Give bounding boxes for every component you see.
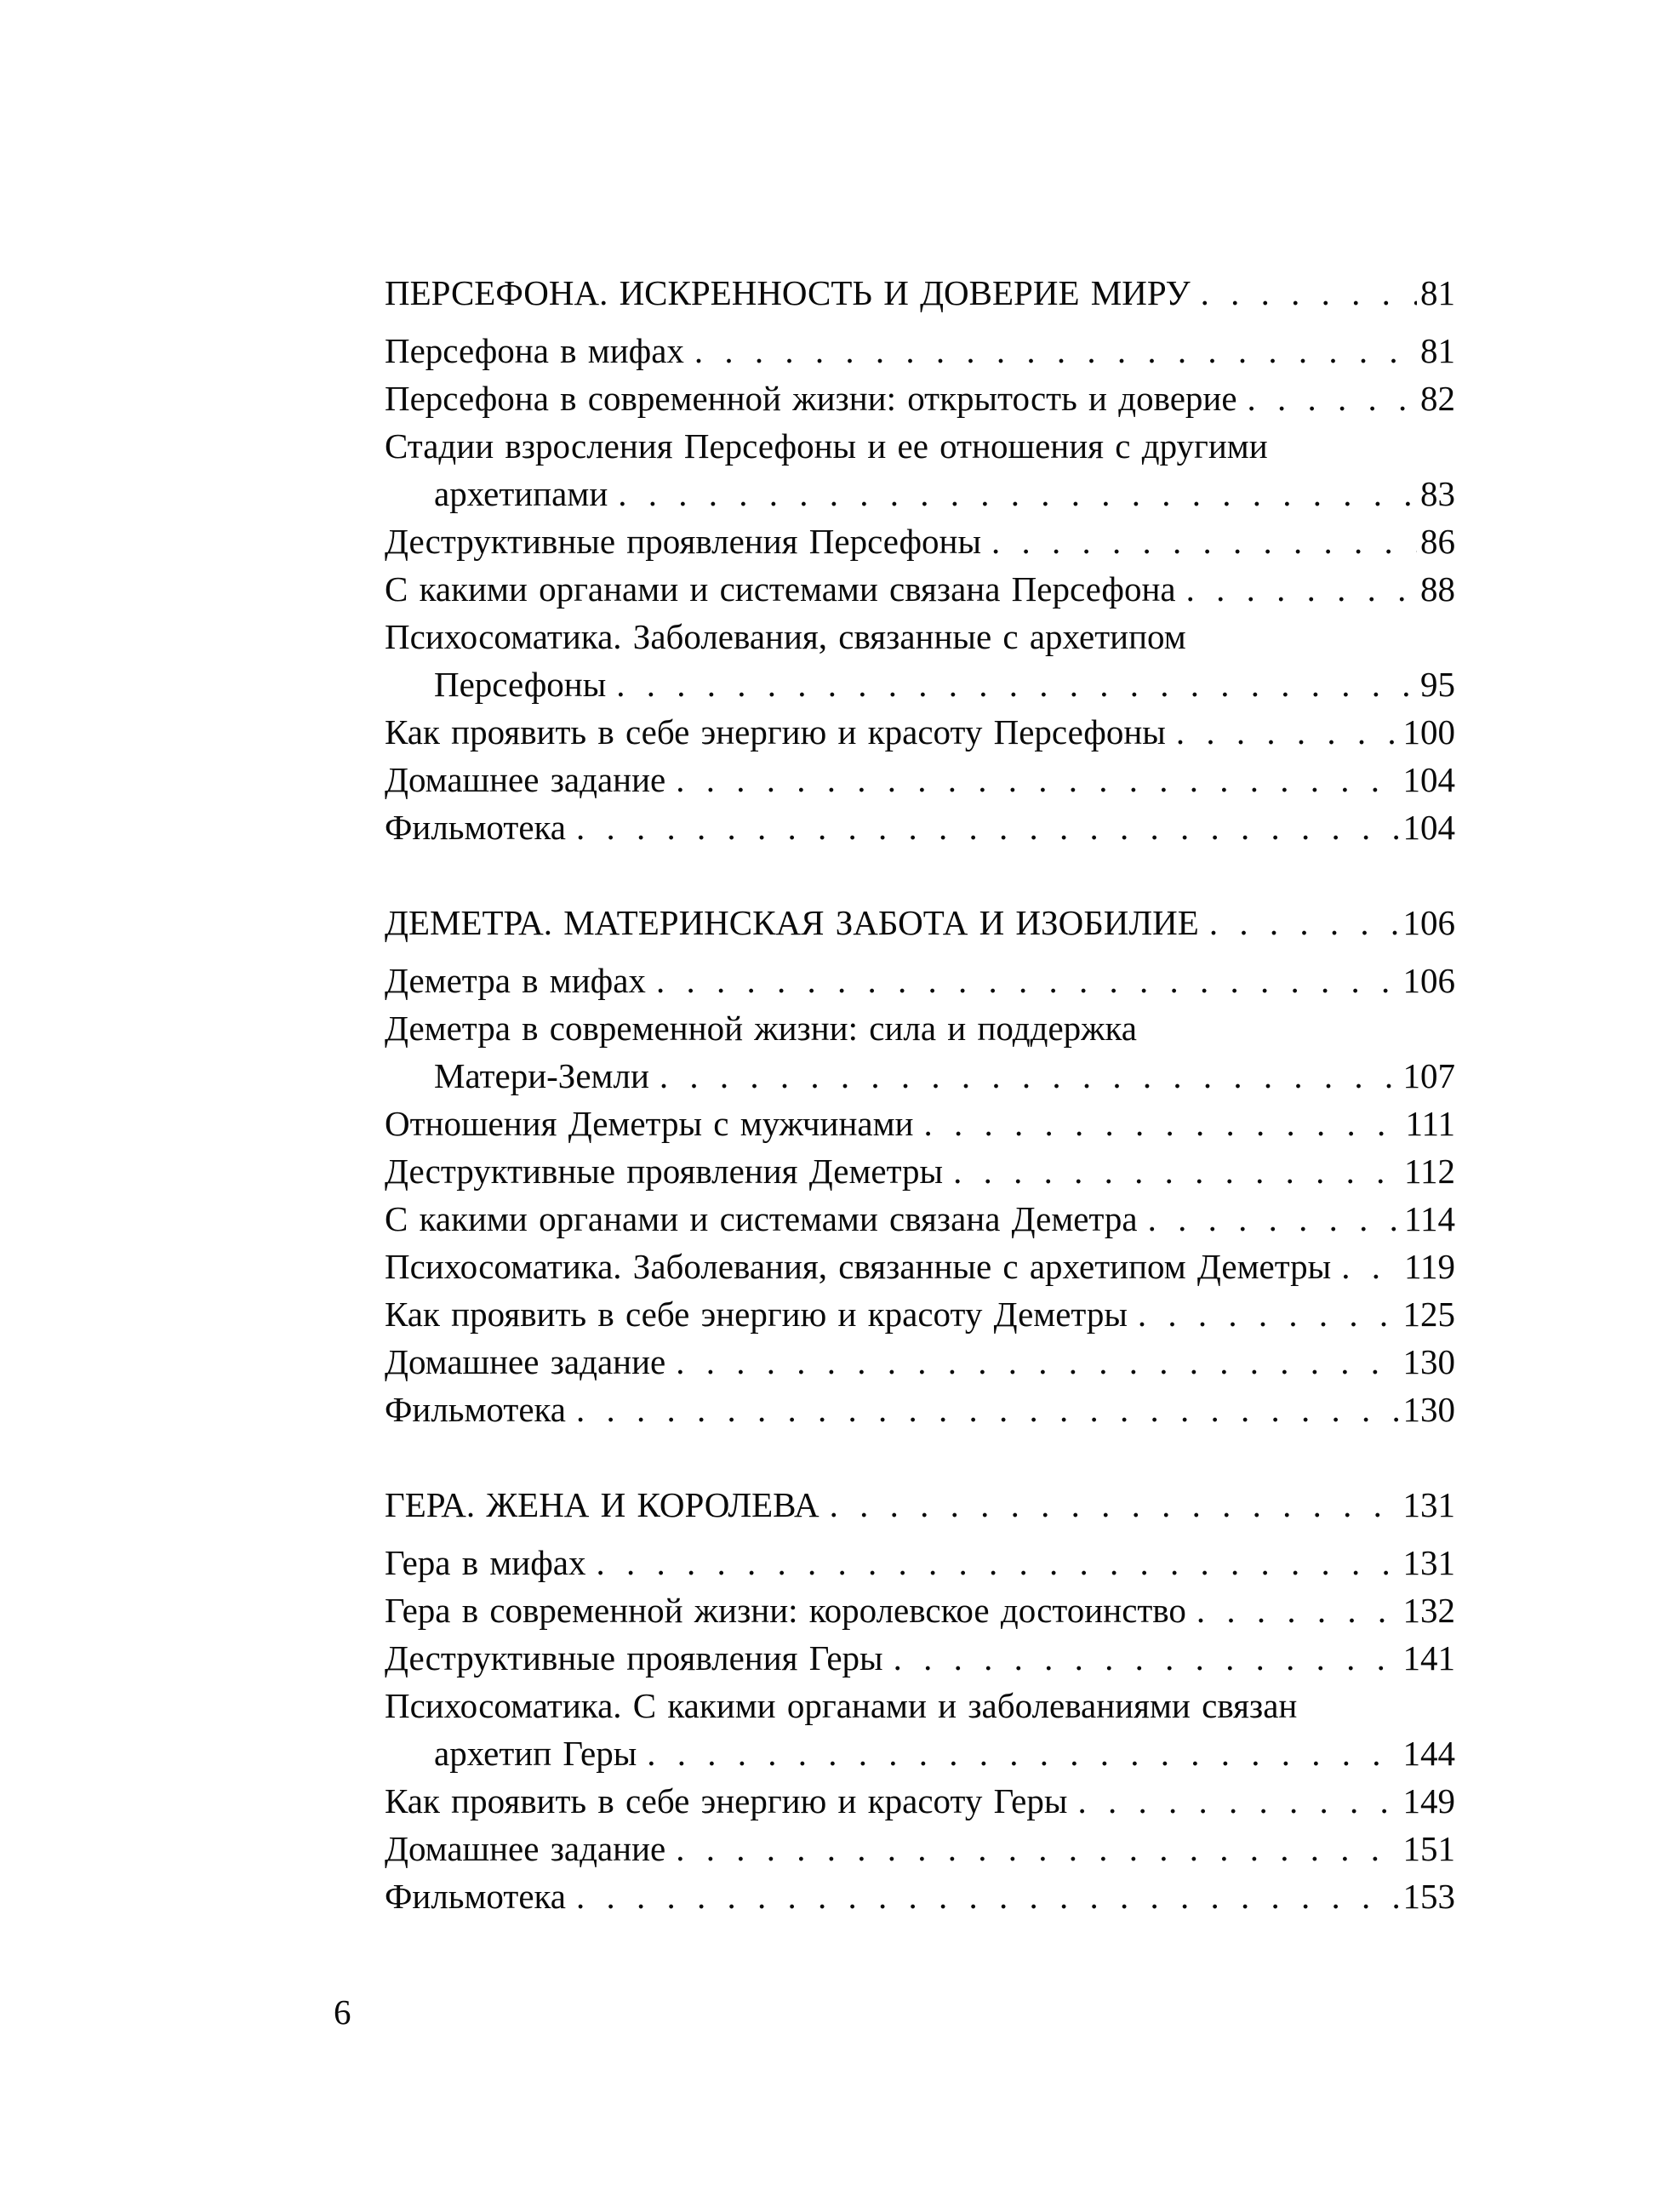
dot-leader xyxy=(991,517,1417,565)
toc-entry xyxy=(385,1586,1455,1634)
chapter-heading xyxy=(385,1481,1455,1529)
entry-title: Психосоматика. С какими органами и заболеваниями связан xyxy=(385,1686,1298,1725)
toc-entry-line2 xyxy=(385,470,1455,517)
toc-entry xyxy=(385,565,1455,613)
dot-leader xyxy=(1176,708,1400,756)
dot-leader xyxy=(953,1147,1401,1195)
entry-title: Деструктивные проявления Деметры xyxy=(385,1152,944,1191)
toc-entry-line1 xyxy=(385,422,1455,470)
dot-leader xyxy=(576,1872,1399,1920)
toc-entry xyxy=(385,756,1455,803)
section-persephone xyxy=(385,269,1455,851)
entry-page-number: 130 xyxy=(1402,1342,1455,1381)
dot-leader xyxy=(576,803,1399,851)
dot-leader xyxy=(830,1481,1400,1529)
toc-entry xyxy=(385,1386,1455,1433)
entry-page-number: 100 xyxy=(1402,712,1455,752)
entry-page-number: 153 xyxy=(1402,1877,1455,1916)
entry-title: Домашнее задание xyxy=(385,760,666,799)
entry-title: Персефона в современной жизни: открытость и доверие xyxy=(385,379,1237,418)
dot-leader xyxy=(597,1539,1400,1586)
entry-title: Деметра в современной жизни: сила и поддержка xyxy=(385,1009,1137,1048)
chapter-page-number: 106 xyxy=(1402,903,1455,942)
entry-title: Как проявить в себе энергию и красоту Деметры xyxy=(385,1295,1128,1334)
dot-leader xyxy=(1341,1243,1401,1290)
entry-page-number: 151 xyxy=(1402,1829,1455,1868)
toc-entry xyxy=(385,803,1455,851)
entry-page-number: 125 xyxy=(1402,1295,1455,1334)
entry-page-number: 131 xyxy=(1402,1543,1455,1582)
toc-entry xyxy=(385,1338,1455,1386)
toc-entry xyxy=(385,327,1455,374)
dot-leader xyxy=(1201,269,1417,317)
entry-title: Персефона в мифах xyxy=(385,331,684,370)
entry-page-number: 144 xyxy=(1402,1734,1455,1773)
toc-entry xyxy=(385,1777,1455,1825)
entry-page-number: 107 xyxy=(1402,1056,1455,1095)
entry-title: Деструктивные проявления Персефоны xyxy=(385,522,982,561)
entry-title: Фильмотека xyxy=(385,808,567,847)
entry-title: Домашнее задание xyxy=(385,1342,666,1381)
toc-entry xyxy=(385,708,1455,756)
dot-leader xyxy=(676,1825,1399,1872)
entry-title: Психосоматика. Заболевания, связанные с архетипом xyxy=(385,617,1186,656)
entry-title: Как проявить в себе энергию и красоту Геры xyxy=(385,1781,1068,1820)
entry-page-number: 104 xyxy=(1402,808,1455,847)
dot-leader xyxy=(1196,1586,1400,1634)
toc-entry-line1 xyxy=(385,1004,1455,1052)
entry-page-number: 88 xyxy=(1420,569,1455,609)
toc-entry xyxy=(385,1290,1455,1338)
toc-entry xyxy=(385,1100,1455,1147)
folio-page-number: 6 xyxy=(334,1992,351,2032)
entry-title: Домашнее задание xyxy=(385,1829,666,1868)
entry-title: Стадии взросления Персефоны и ее отношения с другими xyxy=(385,426,1268,466)
entry-title: Гера в мифах xyxy=(385,1543,586,1582)
toc-entry-line2 xyxy=(385,660,1455,708)
entry-page-number: 112 xyxy=(1404,1152,1455,1191)
entry-page-number: 95 xyxy=(1420,665,1455,704)
dot-leader xyxy=(1138,1290,1400,1338)
entry-page-number: 149 xyxy=(1402,1781,1455,1820)
entry-page-number: 83 xyxy=(1420,474,1455,513)
entry-page-number: 114 xyxy=(1404,1199,1455,1238)
entry-page-number: 86 xyxy=(1420,522,1455,561)
dot-leader xyxy=(656,957,1400,1004)
entry-title: Психосоматика. Заболевания, связанные с архетипом Деметры xyxy=(385,1247,1332,1286)
toc-entry-line1 xyxy=(385,613,1455,660)
section-demeter xyxy=(385,899,1455,1433)
toc-entry xyxy=(385,1872,1455,1920)
toc-entry-line2 xyxy=(385,1729,1455,1777)
toc-entry xyxy=(385,957,1455,1004)
dot-leader xyxy=(618,470,1417,517)
entry-title: С какими органами и системами связана Деметра xyxy=(385,1199,1138,1238)
dot-leader xyxy=(1148,1195,1401,1243)
chapter-page-number: 131 xyxy=(1402,1485,1455,1524)
toc-entry xyxy=(385,374,1455,422)
chapter-heading xyxy=(385,899,1455,946)
entry-title: С какими органами и системами связана Персефона xyxy=(385,569,1176,609)
entry-title-continuation: архетип Геры xyxy=(434,1734,637,1773)
toc-entry xyxy=(385,1634,1455,1682)
dot-leader xyxy=(576,1386,1399,1433)
toc-entry-line1 xyxy=(385,1682,1455,1729)
table-of-contents xyxy=(385,269,1455,1920)
entry-title: Отношения Деметры с мужчинами xyxy=(385,1104,914,1143)
entry-title-continuation: архетипами xyxy=(434,474,608,513)
toc-entry xyxy=(385,1147,1455,1195)
chapter-title: ПЕРСЕФОНА. ИСКРЕННОСТЬ И ДОВЕРИЕ МИРУ xyxy=(385,273,1191,312)
chapter-heading xyxy=(385,269,1455,317)
chapter-title: ДЕМЕТРА. МАТЕРИНСКАЯ ЗАБОТА И ИЗОБИЛИЕ xyxy=(385,903,1199,942)
entry-page-number: 132 xyxy=(1402,1591,1455,1630)
dot-leader xyxy=(1077,1777,1399,1825)
toc-entry xyxy=(385,1539,1455,1586)
chapter-title: ГЕРА. ЖЕНА И КОРОЛЕВА xyxy=(385,1485,820,1524)
entry-title: Фильмотека xyxy=(385,1877,567,1916)
dot-leader xyxy=(676,1338,1399,1386)
section-hera xyxy=(385,1481,1455,1920)
toc-entry xyxy=(385,1825,1455,1872)
entry-title-continuation: Персефоны xyxy=(434,665,607,704)
entry-title-continuation: Матери-Земли xyxy=(434,1056,649,1095)
dot-leader xyxy=(1209,899,1400,946)
entry-page-number: 81 xyxy=(1420,331,1455,370)
toc-entry xyxy=(385,1243,1455,1290)
dot-leader xyxy=(676,756,1399,803)
entry-page-number: 106 xyxy=(1402,961,1455,1000)
entry-page-number: 104 xyxy=(1402,760,1455,799)
entry-title: Деметра в мифах xyxy=(385,961,646,1000)
entry-page-number: 111 xyxy=(1405,1104,1455,1143)
entry-title: Гера в современной жизни: королевское достоинство xyxy=(385,1591,1186,1630)
entry-page-number: 82 xyxy=(1420,379,1455,418)
entry-page-number: 130 xyxy=(1402,1390,1455,1429)
entry-title: Фильмотека xyxy=(385,1390,567,1429)
entry-page-number: 141 xyxy=(1402,1638,1455,1678)
dot-leader xyxy=(894,1634,1400,1682)
entry-title: Как проявить в себе энергию и красоту Персефоны xyxy=(385,712,1166,752)
dot-leader xyxy=(694,327,1417,374)
entry-page-number: 119 xyxy=(1404,1247,1455,1286)
toc-entry-line2 xyxy=(385,1052,1455,1100)
dot-leader xyxy=(924,1100,1402,1147)
dot-leader xyxy=(616,660,1417,708)
entry-title: Деструктивные проявления Геры xyxy=(385,1638,883,1678)
dot-leader xyxy=(1248,374,1417,422)
toc-entry xyxy=(385,517,1455,565)
dot-leader xyxy=(1186,565,1417,613)
dot-leader xyxy=(660,1052,1400,1100)
chapter-page-number: 81 xyxy=(1420,273,1455,312)
dot-leader xyxy=(647,1729,1399,1777)
toc-entry xyxy=(385,1195,1455,1243)
